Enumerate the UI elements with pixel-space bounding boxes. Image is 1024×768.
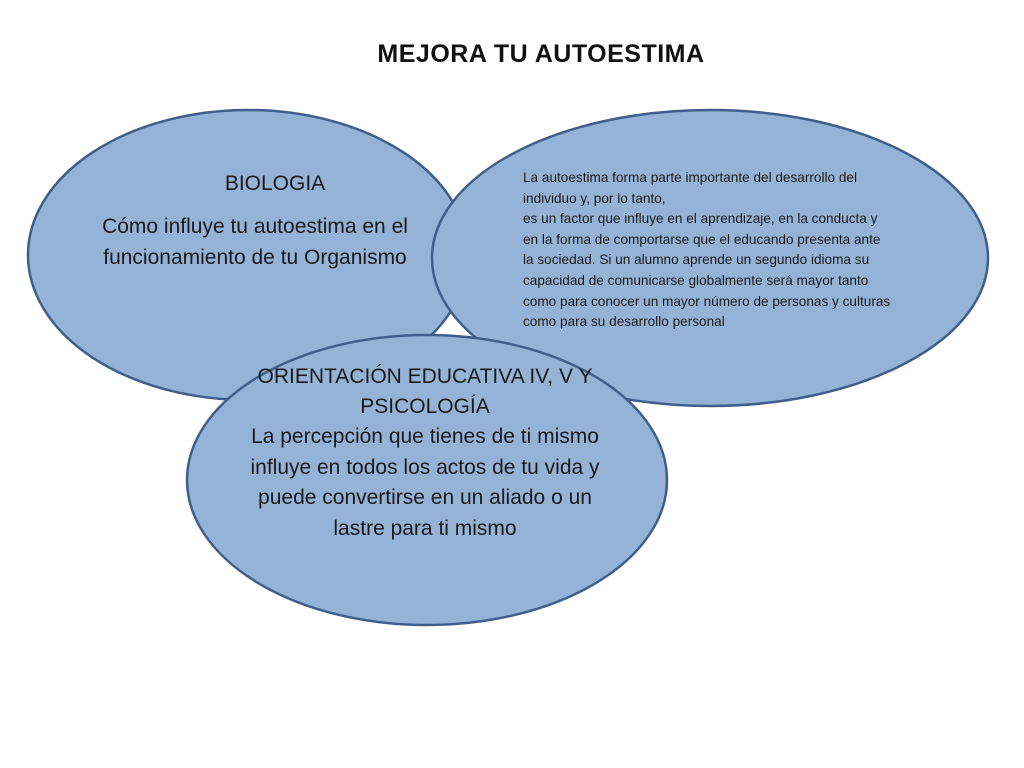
orientacion-body: La percepción que tienes de ti mismo influye en todos los actos de tu vida y puede convertirse en un aliado o un lastre para ti mismo bbox=[250, 425, 600, 540]
autoestima-line-1: La autoestima forma parte importante del desarrollo del individuo y, por lo tanto, bbox=[523, 170, 857, 206]
orientacion-heading: ORIENTACIÓN EDUCATIVA IV, V Y PSICOLOGÍA bbox=[257, 365, 593, 418]
autoestima-text bbox=[523, 168, 893, 333]
autoestima-line-2: es un factor que influye en el aprendizaje, en la conducta y en la forma de comportarse que el educando presenta ante la sociedad. Si un alumno aprende un segundo idioma su capacidad de comunicarse globalmente será mayor tanto como para conocer un mayor número de personas y culturas como para su desarrollo personal bbox=[523, 211, 891, 330]
biologia-body: Cómo influye tu autoestima en el funcionamiento de tu Organismo bbox=[102, 215, 408, 269]
biologia-heading: BIOLOGIA bbox=[224, 172, 326, 195]
slide-title: MEJORA TU AUTOESTIMA bbox=[377, 40, 705, 68]
